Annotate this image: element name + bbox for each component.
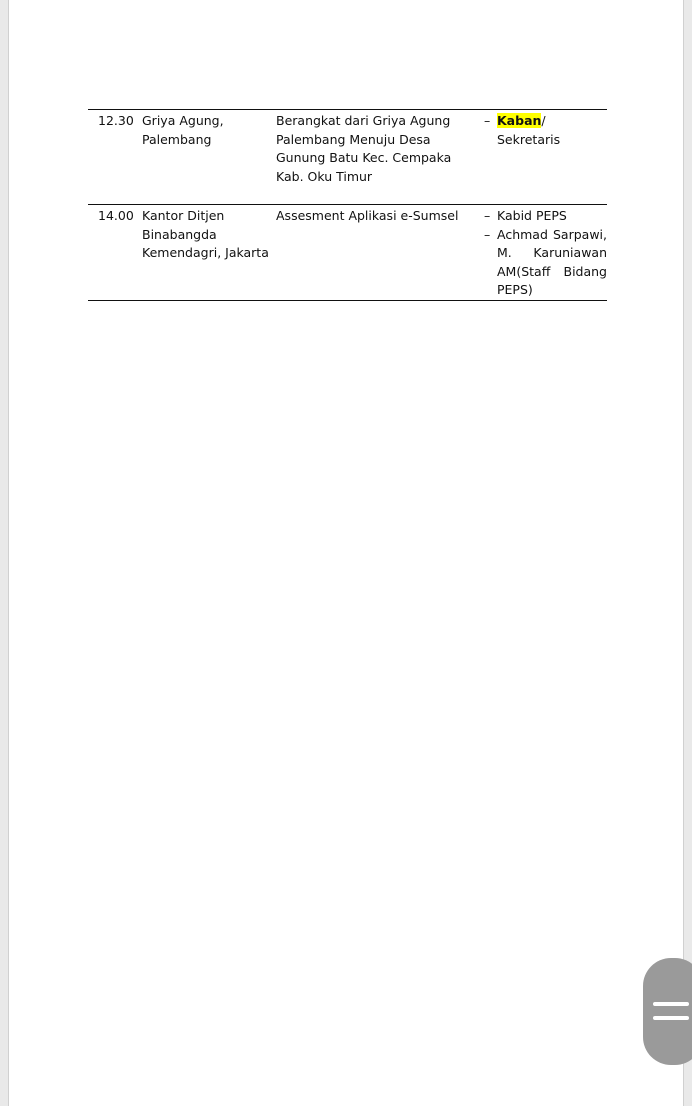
row-activity: Berangkat dari Griya Agung Palembang Menuju Desa Gunung Batu Kec. Cempaka Kab. Oku Timur [276, 113, 452, 184]
table-row [88, 205, 607, 301]
row-time: 12.30 [98, 113, 134, 128]
attendee-item [483, 207, 607, 226]
scroll-handle[interactable] [643, 958, 692, 1065]
attendee-text: Kabid PEPS [497, 208, 567, 223]
attendee-item [483, 226, 607, 300]
schedule-table [88, 109, 607, 301]
attendee-text: Achmad Sarpawi, M. Karuniawan AM(Staff Bidang PEPS) [497, 226, 607, 297]
row-time: 14.00 [98, 208, 134, 223]
drag-handle-icon [653, 1002, 689, 1006]
document-page [8, 0, 684, 1106]
bullet-dash: – [484, 113, 491, 128]
drag-handle-icon [653, 1016, 689, 1020]
row-place: Griya Agung, Palembang [142, 113, 224, 147]
row-activity: Assesment Aplikasi e-Sumsel [276, 208, 459, 223]
bullet-dash: – [484, 208, 491, 223]
row-place: Kantor Ditjen Binabangda Kemendagri, Jakarta [142, 208, 269, 260]
table-row [88, 110, 607, 205]
attendee-text: / Sekretaris [497, 113, 561, 147]
bullet-dash: – [484, 226, 491, 242]
highlighted-text: Kaban [497, 113, 542, 128]
attendee-item [483, 112, 607, 149]
